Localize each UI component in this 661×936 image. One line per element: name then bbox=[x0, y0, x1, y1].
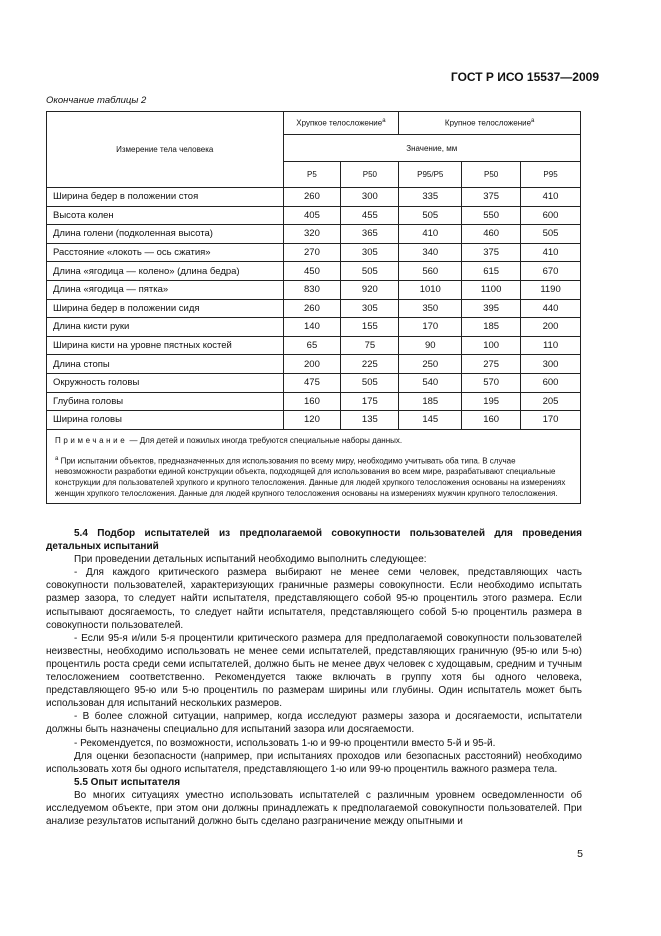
measurement-name: Длина кисти руки bbox=[47, 318, 284, 337]
percentile-header: P95 bbox=[521, 162, 581, 188]
measurement-value: 200 bbox=[521, 318, 581, 337]
measurement-name: Длина «ягодица — пятка» bbox=[47, 280, 284, 299]
measurement-value: 505 bbox=[341, 373, 399, 392]
measurement-name: Ширина бедер в положении стоя bbox=[47, 188, 284, 207]
measurement-value: 560 bbox=[399, 262, 462, 281]
measurement-value: 540 bbox=[399, 373, 462, 392]
measurement-value: 90 bbox=[399, 336, 462, 355]
measurement-value: 570 bbox=[462, 373, 521, 392]
measurements-table bbox=[46, 111, 581, 504]
measurement-value: 830 bbox=[283, 280, 341, 299]
measurement-value: 365 bbox=[341, 225, 399, 244]
measurement-value: 410 bbox=[399, 225, 462, 244]
table-row bbox=[47, 243, 581, 262]
measurement-value: 205 bbox=[521, 392, 581, 411]
measurement-value: 505 bbox=[521, 225, 581, 244]
measurement-value: 615 bbox=[462, 262, 521, 281]
table-row bbox=[47, 336, 581, 355]
section-5-5-heading: 5.5 Опыт испытателя bbox=[74, 776, 181, 788]
column-header-measurement: Измерение тела человека bbox=[47, 112, 284, 188]
measurement-value: 195 bbox=[462, 392, 521, 411]
percentile-header: P95/P5 bbox=[399, 162, 462, 188]
measurement-name: Глубина головы bbox=[47, 392, 284, 411]
measurement-value: 160 bbox=[283, 392, 341, 411]
percentile-header: P50 bbox=[341, 162, 399, 188]
measurement-value: 375 bbox=[462, 188, 521, 207]
measurement-value: 250 bbox=[399, 355, 462, 374]
measurement-value: 65 bbox=[283, 336, 341, 355]
measurement-value: 600 bbox=[521, 206, 581, 225]
table-row bbox=[47, 225, 581, 244]
measurement-name: Длина голени (подколенная высота) bbox=[47, 225, 284, 244]
measurement-value: 600 bbox=[521, 373, 581, 392]
table-row bbox=[47, 411, 581, 430]
section-5-4-safety: Для оценки безопасности (например, при испытаниях проходов или безопасных расстояний) необходимо использовать хотя бы одного испытателя, представляющего 1-ю или 99-ю процентиль важного размера тела. bbox=[46, 750, 582, 775]
measurement-value: 1190 bbox=[521, 280, 581, 299]
group-header-small: Хрупкое телосложение$^а$ bbox=[283, 112, 399, 135]
measurement-value: 185 bbox=[399, 392, 462, 411]
body-text bbox=[46, 527, 582, 828]
table-row bbox=[47, 262, 581, 281]
measurement-name: Ширина головы bbox=[47, 411, 284, 430]
table-note: Примечание — Для детей и пожилых иногда требуются специальные наборы данных. bbox=[55, 435, 403, 445]
measurement-value: 550 bbox=[462, 206, 521, 225]
measurement-value: 300 bbox=[521, 355, 581, 374]
measurement-value: 170 bbox=[521, 411, 581, 430]
measurement-value: 305 bbox=[341, 243, 399, 262]
measurement-value: 395 bbox=[462, 299, 521, 318]
measurement-value: 920 bbox=[341, 280, 399, 299]
table-note-cell bbox=[47, 429, 581, 504]
measurement-value: 505 bbox=[341, 262, 399, 281]
measurement-value: 450 bbox=[283, 262, 341, 281]
table-footnote: $^а$ При испытании объектов, предназначенных для использования по всему миру, необходимо учитывать оба типа. В случае невозможности разработки единой конструкции объекта, подходящей для использования во всем мире, разрабатывают специальные конструкции для пользователей хрупкого и крупного телосложения. Данные для людей хрупкого телосложения основаны на измерениях женщин хрупкого телосложения. Данные для людей крупного телосложения основаны на измерениях мужчин крупного телосложения. bbox=[55, 455, 566, 499]
measurement-value: 75 bbox=[341, 336, 399, 355]
measurement-value: 100 bbox=[462, 336, 521, 355]
measurement-value: 320 bbox=[283, 225, 341, 244]
measurement-value: 145 bbox=[399, 411, 462, 430]
section-5-4-intro: При проведении детальных испытаний необходимо выполнить следующее: bbox=[74, 554, 427, 566]
section-5-4-item: - Если 95-я и/или 5-я процентили критического размера для предполагаемой совокупности пользователей неизвестны, необходимо использовать не менее семи испытателей, представляющих граничную (95-ю или 5-ю) процентиль роста среди семи испытателей, должно быть не менее двух человек с худощавым, средним и тучным телосложением соответственно. Рекомендуется также включать в группу хотя бы одного человека, представляющего 95-ю или 5-ю процентиль по размерам ширины или глубины. Один испытатель может быть использован для испытаний нескольких размеров. bbox=[46, 632, 582, 710]
measurement-value: 1010 bbox=[399, 280, 462, 299]
section-5-5-text: Во многих ситуациях уместно использовать испытателей с различным уровнем осведомленности об исследуемом объекте, при этом они должны принадлежать к предполагаемой совокупности пользователей. При анализе результатов испытаний должно быть сделано разграничение между опытными и bbox=[46, 789, 582, 828]
measurement-value: 475 bbox=[283, 373, 341, 392]
table-row bbox=[47, 206, 581, 225]
measurement-value: 185 bbox=[462, 318, 521, 337]
measurement-value: 340 bbox=[399, 243, 462, 262]
measurement-value: 260 bbox=[283, 188, 341, 207]
measurement-value: 335 bbox=[399, 188, 462, 207]
measurement-value: 140 bbox=[283, 318, 341, 337]
measurement-value: 275 bbox=[462, 355, 521, 374]
table-row bbox=[47, 355, 581, 374]
table-row bbox=[47, 280, 581, 299]
table-row bbox=[47, 392, 581, 411]
measurement-value: 455 bbox=[341, 206, 399, 225]
measurement-value: 120 bbox=[283, 411, 341, 430]
table-row bbox=[47, 188, 581, 207]
table-row bbox=[47, 318, 581, 337]
measurement-name: Окружность головы bbox=[47, 373, 284, 392]
measurement-name: Ширина кисти на уровне пястных костей bbox=[47, 336, 284, 355]
measurement-value: 670 bbox=[521, 262, 581, 281]
measurement-name: Расстояние «локоть — ось сжатия» bbox=[47, 243, 284, 262]
measurement-value: 270 bbox=[283, 243, 341, 262]
measurement-value: 405 bbox=[283, 206, 341, 225]
measurement-value: 305 bbox=[341, 299, 399, 318]
percentile-header: P5 bbox=[283, 162, 341, 188]
note-label: Примечание bbox=[55, 435, 128, 445]
measurement-name: Высота колен bbox=[47, 206, 284, 225]
measurement-value: 410 bbox=[521, 243, 581, 262]
measurement-value: 300 bbox=[341, 188, 399, 207]
table-caption: Окончание таблицы 2 bbox=[46, 95, 147, 106]
page-number: 5 bbox=[577, 848, 583, 860]
measurement-value: 170 bbox=[399, 318, 462, 337]
measurement-value: 505 bbox=[399, 206, 462, 225]
measurement-value: 260 bbox=[283, 299, 341, 318]
measurement-value: 175 bbox=[341, 392, 399, 411]
measurement-value: 440 bbox=[521, 299, 581, 318]
measurement-value: 410 bbox=[521, 188, 581, 207]
section-5-4-item: - В более сложной ситуации, например, когда исследуют размеры зазора и досягаемости, испытатели должны быть назначены специально для испытаний зазора или досягаемости. bbox=[46, 711, 582, 736]
measurement-name: Ширина бедер в положении сидя bbox=[47, 299, 284, 318]
group-header-large: Крупное телосложение$^а$ bbox=[399, 112, 581, 135]
section-5-4-item: - Для каждого критического размера выбирают не менее семи человек, представляющих часть совокупности пользователей, характеризующих граничные размеры совокупности. Если необходимо испытать размер зазора, то следует найти испытателя, представляющего собой 95-ю процентиль этого размера. Если испытывают досягаемость, то следует найти испытателя, представляющего собой 5-ю процентиль размера в совокупности пользователей. bbox=[46, 567, 582, 631]
section-5-4-item: - Рекомендуется, по возможности, использовать 1-ю и 99-ю процентили вместо 5-й и 95-й. bbox=[74, 737, 496, 749]
measurement-value: 1100 bbox=[462, 280, 521, 299]
measurement-value: 225 bbox=[341, 355, 399, 374]
measurement-name: Длина «ягодица — колено» (длина бедра) bbox=[47, 262, 284, 281]
percentile-header: P50 bbox=[462, 162, 521, 188]
measurement-value: 350 bbox=[399, 299, 462, 318]
measurement-value: 200 bbox=[283, 355, 341, 374]
document-id: ГОСТ Р ИСО 15537—2009 bbox=[450, 70, 599, 84]
measurement-value: 155 bbox=[341, 318, 399, 337]
section-5-4-heading: 5.4 Подбор испытателей из предполагаемой совокупности пользователей для проведения детальных испытаний bbox=[46, 528, 582, 553]
measurement-name: Длина стопы bbox=[47, 355, 284, 374]
value-unit-header: Значение, мм bbox=[283, 135, 581, 162]
measurement-value: 460 bbox=[462, 225, 521, 244]
measurement-value: 110 bbox=[521, 336, 581, 355]
table-row bbox=[47, 299, 581, 318]
measurement-value: 375 bbox=[462, 243, 521, 262]
measurement-value: 135 bbox=[341, 411, 399, 430]
table-row bbox=[47, 373, 581, 392]
measurement-value: 160 bbox=[462, 411, 521, 430]
